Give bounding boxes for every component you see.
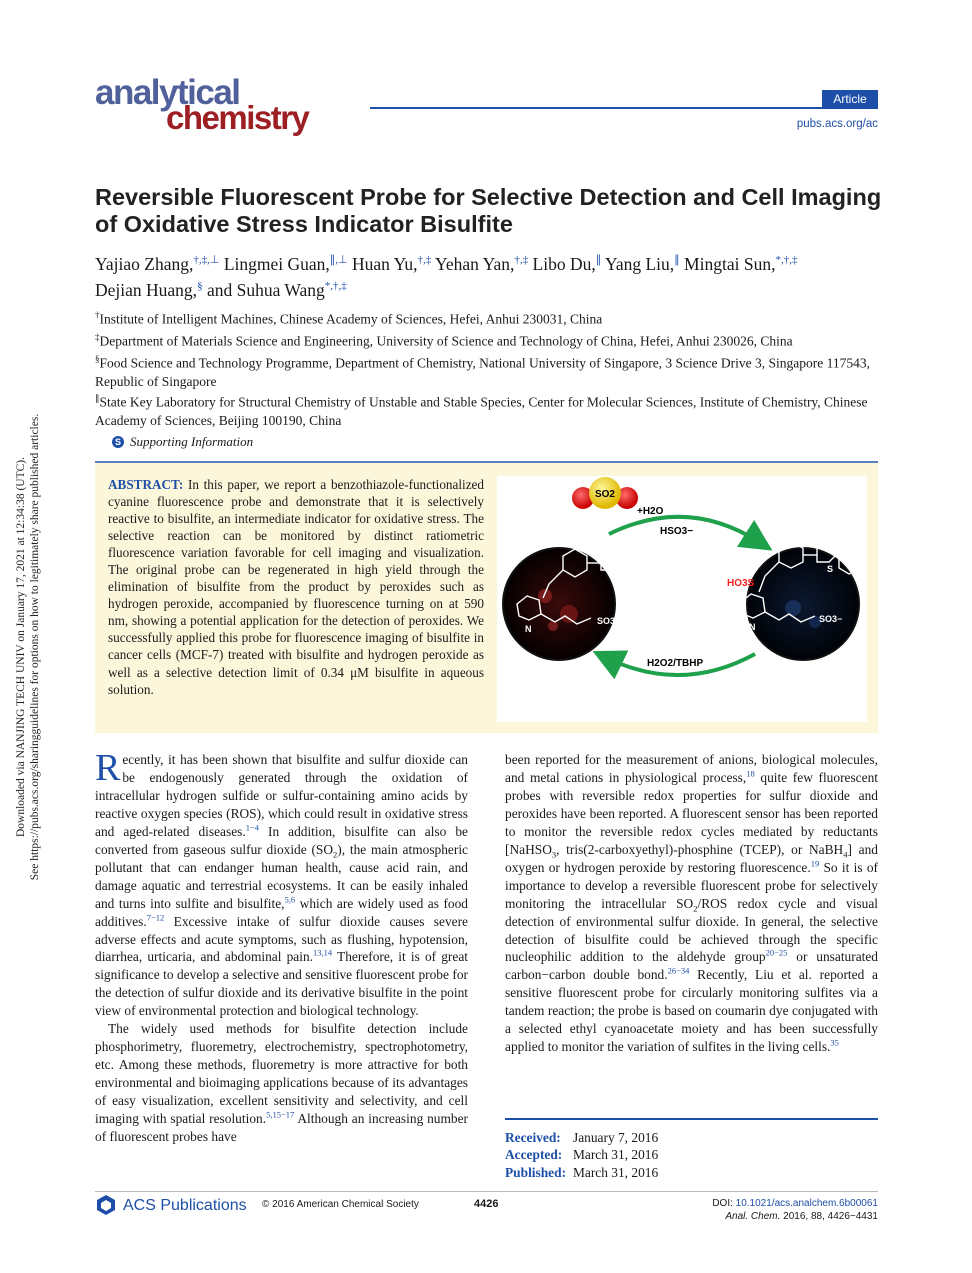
date-value: March 31, 2016 (573, 1164, 659, 1180)
cell-spot (548, 621, 558, 631)
footer-rule (95, 1191, 878, 1192)
acs-publications-logo[interactable] (95, 1194, 247, 1218)
ho3s-label: HO3S (727, 578, 755, 589)
body-left-column (95, 747, 469, 1146)
supporting-info-link[interactable] (112, 434, 253, 450)
affiliation-text: Food Science and Technology Programme, Department of Chemistry, National University of Singapore, 3 Science Drive 3, Singapore 117543, Republic of Singapore (95, 355, 871, 389)
so3-label-right: SO3− (819, 614, 843, 624)
oh-label-right: OH (787, 530, 801, 540)
h2o2-label: H2O2/TBHP (647, 658, 704, 669)
article-title: Reversible Fluorescent Probe for Selective Detection and Cell Imaging of Oxidative Stress Indicator Bisulfite (95, 184, 882, 237)
body-paragraph: Recently, it has been shown that bisulfite and sulfur dioxide can be endogenously generated through the oxidation of intracellular hydrogen sulfide or sulfur-containing amino acids by reactive oxygen species (ROS), which could result in oxidative stress and aged-related diseases.$^{1-4}$ In addition, bisulfite can also be converted from gaseous sulfur dioxide $(SO_2)$, the main atmospheric pollutant that can endanger human health, cause acid rain, and damage aquatic and terrestrial ecosystems. It can be easily inhaled and turns into sulfite and bisulfite,$^{5,6}$ which are widely used as food additives.$^{7-12}$ Excessive intake of sulfur dioxide causes severe adverse effects and acute symptoms, such as flushing, hypotension, diarrhea, urticaria, and abdominal pain.$^{13,14}$ Therefore, it is of great significance to develop a selective and sensitive fluorescent probe for the detection of sulfur dioxide and its derivative bisulfite in the point view of environmental protection and biological technology. (95, 747, 469, 1019)
header-rule (370, 107, 878, 109)
journal-url-link[interactable]: pubs.acs.org/ac (796, 118, 878, 130)
date-label: Received: (505, 1130, 561, 1145)
citation-details: 2016, 88, 4426−4431 (783, 1211, 878, 1222)
affiliation (95, 306, 885, 329)
acs-hexagon-icon (95, 1194, 117, 1216)
drop-cap: R (95, 747, 121, 789)
author-affiliation-mark: †,‡ (417, 254, 432, 266)
hso3-label: HSO3− (660, 526, 694, 537)
n-label-left-2: N (525, 624, 532, 634)
doi-label: DOI: (712, 1198, 733, 1209)
date-value: March 31, 2016 (573, 1147, 659, 1163)
abstract-text: In this paper, we report a benzothiazole-functionalized cyanine fluorescence probe and demonstrate that it is selectively reactive to bisulfite, an intermediate indicator for oxidative stress. The selective reaction can be monitored by distinct ratiometric fluorescence variation favorable for cell imaging and visualization. The original probe can be regenerated in high yield through the elimination of bisulfite from the product by peroxides such as hydrogen peroxide, accompanied by fluorescence turning on at 590 nm, showing a potential application for the detection of peroxides. We successfully applied this probe for fluorescence imaging of bisulfite in cancer cells (MCF-7) treated with bisulfite and hydrogen peroxide as well as a selective detection limit of 0.34 μM bisulfite in aqueous solution. (108, 477, 485, 697)
author-affiliation-mark: ∥ (674, 254, 680, 266)
download-note-line2: See https://pubs.acs.org/sharingguidelines for options on how to legitimately share published articles. (29, 413, 41, 881)
date-value: January 7, 2016 (573, 1130, 659, 1145)
body-paragraph: been reported for the measurement of anions, biological molecules, and metal cations in physiological process,$^{18}$ quite few fluorescent probes with reversible redox properties for sulfur dioxide and peroxides have been reported. A fluorescent sensor has been reported to monitor the reversible redox cycles mediated by reductants [NaHSO$_3$, tris(2-carboxyethyl)-phosphine (TCEP), or NaBH$_4$] and oxygen or hydrogen peroxide by restoring fluorescence.$^{19}$ So it is of importance to develop a reversible fluorescent probe for selectively monitoring the intracellular $SO_2$/ROS redox cycle and visual detection of environmental sulfur dioxide. In general, the selective detection of bisulfite could be achieved through the specific nucleophilic addition to the aldehyde group$^{20-25}$ or unsaturated carbon−carbon double bond.$^{26-34}$ Recently, Liu et al. reported a sensitive fluorescent probe for circularly monitoring sulfites via a tandem reaction; the probe is based on coumarin dye conjugated with a selected ethyl cyanoacetate moiety and has been successfully applied to monitor the variation of sulfites in the living cells.$^{35}$ (505, 752, 879, 1055)
cell-image-red (503, 548, 618, 660)
copyright: © 2016 American Chemical Society (262, 1199, 419, 1210)
journal-logo-line1: analytical (95, 73, 240, 112)
author-affiliation-mark: *,†,‡ (775, 254, 798, 266)
author-affiliation-mark: ∥,⊥ (329, 254, 348, 266)
publication-dates (505, 1129, 658, 1181)
abstract (108, 476, 484, 698)
author-affiliation-mark: *,†,‡ (324, 279, 347, 292)
date-label: Accepted: (505, 1147, 563, 1163)
author-name: Mingtai Sun, (684, 253, 776, 274)
supporting-info-icon: S (112, 436, 124, 448)
so2-label: SO2 (594, 489, 616, 500)
affiliation-mark: ∥ (95, 393, 100, 403)
affiliation (95, 350, 885, 391)
doi-link[interactable]: 10.1021/acs.analchem.6b00061 (735, 1198, 878, 1209)
oh-label-left: OH (571, 538, 585, 548)
download-note (14, 387, 42, 907)
date-label: Published: (505, 1164, 567, 1180)
citation-journal: Anal. Chem. (725, 1211, 781, 1222)
cell-spot (560, 605, 578, 623)
affiliation-text: State Key Laboratory for Structural Chemistry of Unstable and Stable Species, Center for Molecular Sciences, Institute of Chemistry, Chinese Academy of Sciences, Beijing 100190, China (95, 394, 868, 428)
abstract-label: ABSTRACT: (108, 477, 184, 492)
supporting-info-label: Supporting Information (130, 434, 254, 449)
so3-label-left: SO3− (597, 616, 621, 626)
publisher-name: ACS Publications (123, 1197, 247, 1214)
toc-graphic (497, 476, 867, 722)
cell-spot (785, 600, 801, 616)
dates-rule (505, 1118, 878, 1120)
affiliation-text: Department of Materials Science and Engineering, University of Science and Technology of China, Hefei, Anhui 230026, China (99, 333, 793, 349)
plus-h2o-label: +H2O (637, 506, 664, 517)
s-label-right: S (827, 564, 834, 574)
author-affiliation-mark: †,‡ (514, 254, 529, 266)
page-number: 4426 (474, 1198, 499, 1210)
author-name: Dejian Huang, (95, 279, 198, 300)
author-affiliation-mark: †,‡,⊥ (193, 254, 220, 266)
date-row (505, 1146, 658, 1163)
affiliation-mark: † (95, 310, 100, 320)
body-right-column (505, 751, 878, 1056)
affiliation-mark: ‡ (95, 332, 100, 342)
journal-logo-line2: chemistry (166, 99, 309, 136)
author-affiliation-mark: § (197, 279, 203, 292)
s-label-left: S (611, 572, 618, 582)
author-affiliation-mark: ∥ (595, 254, 602, 266)
author-name: and Suhua Wang (206, 279, 325, 300)
doi-block (712, 1197, 878, 1223)
date-row (505, 1129, 658, 1146)
author-name: Yajiao Zhang, (95, 253, 194, 274)
date-row (505, 1164, 658, 1181)
n-label-left: N (611, 546, 618, 556)
affiliation (95, 389, 885, 430)
author-name: Libo Du, (532, 253, 596, 274)
affiliation (95, 328, 885, 351)
body-paragraph: The widely used methods for bisulfite detection include phosphorimetry, fluoremetry, electrochemistry, spectrophotometry, etc. Among these methods, fluoremetry is more attractive for both environmental and bioimaging applications because of its advantages of easy visualization, excellent sensitivity and selectivity, and cell imaging with spatial resolution.$^{5,15-17}$ Although an increasing number of fluorescent probes have (95, 1021, 468, 1145)
author-name: Yehan Yan, (434, 253, 515, 274)
download-note-line1: Downloaded via NANJING TECH UNIV on January 17, 2021 at 12:34:38 (UTC). (15, 457, 27, 837)
n-label-right-2: N (749, 622, 756, 632)
author-name: Lingmei Guan, (223, 253, 330, 274)
cell-spot (538, 589, 552, 603)
author-list (95, 249, 895, 301)
affiliation-mark: § (95, 354, 100, 364)
toc-graphic-svg (497, 476, 867, 722)
n-label-right: N (827, 538, 834, 548)
article-type-badge: Article (822, 90, 878, 108)
author-name: Yang Liu, (604, 253, 675, 274)
author-name: Huan Yu, (352, 253, 418, 274)
affiliation-text: Institute of Intelligent Machines, Chinese Academy of Sciences, Hefei, Anhui 230031, China (99, 311, 603, 327)
